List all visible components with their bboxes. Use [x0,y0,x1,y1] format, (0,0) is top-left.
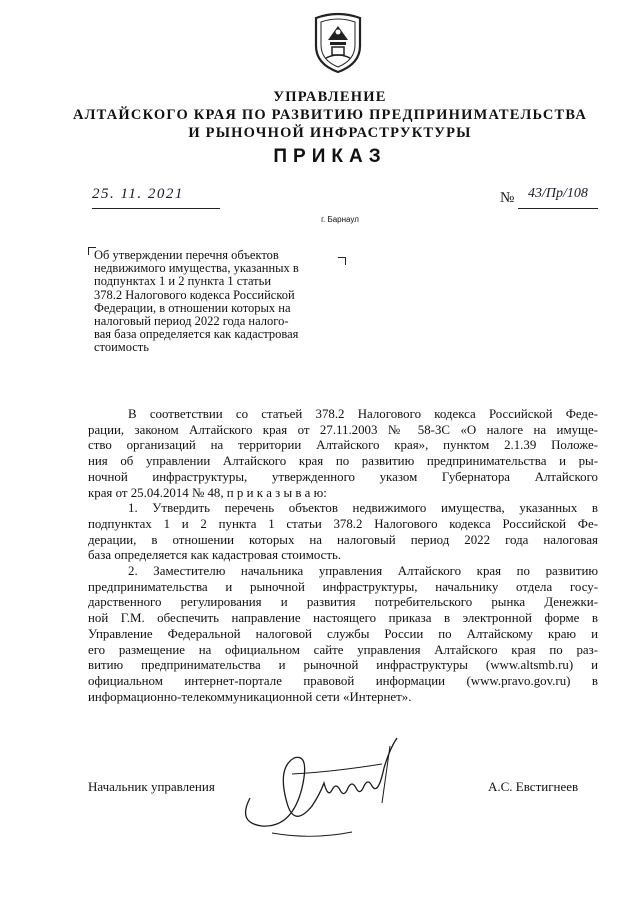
subject-line: Федерации, в отношении которых на [94,300,291,315]
body-line: рации, законом Алтайского края от 27.11.2003 № 58-ЗС «О налоге на имуще- [88,422,598,437]
body-line: витию предпринимательства и рыночной инфраструктуры (www.altsmb.ru) и [88,658,598,673]
signatory-name: А.С. Евстигнеев [488,779,579,794]
body-line: ночной инфраструктуры, утвержденного указом Губернатора Алтайского [88,469,598,484]
signatory-title: Начальник управления [88,779,215,794]
body-line: Управление Федеральной налоговой службы России по Алтайскому краю и [88,626,598,641]
subject-line: недвижимого имущества, указанных в [94,261,299,276]
body-line: ния об управлении Алтайского края по развитию предпринимательства и ры- [88,454,598,469]
subject-line: налоговый период 2022 года налого- [94,314,289,329]
subject-line: 378.2 Налогового кодекса Российской [94,287,295,302]
body-line: его размещение на официальном сайте управления Алтайского края по раз- [88,642,598,657]
body-line: информационно-телекоммуникационной сети «Интернет». [88,689,412,704]
city-label: г. Барнаул [321,215,359,224]
order-number: 43/Пр/108 [518,186,598,209]
body-line: официальном интернет-портале правовой информации (www.pravo.gov.ru) в [88,673,598,688]
number-sign: № [500,190,515,206]
body-line: 2. Заместителю начальника управления Алтайского края по развитию [128,564,598,579]
subject-line: стоимость [94,340,149,355]
subject-line: вая база определяется как кадастровая [94,327,299,342]
body-line: предпринимательства и рыночной инфраструктуры, начальнику отдела госу- [88,579,598,594]
body-line: края от 25.04.2014 № 48, п р и к а з ы в а ю: [88,485,327,500]
order-date: 25. 11. 2021 [92,186,220,209]
order-body [88,407,598,705]
body-line: подпунктах 1 и 2 пункта 1 статьи 378.2 Налогового кодекса Российской Фе- [88,516,598,531]
body-line: ство организаций на территории Алтайского края», пунктом 2.1.39 Положе- [88,438,598,453]
body-line: В соответствии со статьей 378.2 Налогового кодекса Российской Феде- [128,407,598,421]
body-line: 1. Утвердить перечень объектов недвижимого имущества, указанных в [128,501,598,516]
body-line: дарственного регулирования и развития потребительского рынка Денежки- [88,595,598,610]
body-line: ной Г.М. обеспечить направление настоящего приказа в электронной форме в [88,611,598,626]
coat-of-arms-emblem [312,10,364,74]
org-name-line2: АЛТАЙСКОГО КРАЯ ПО РАЗВИТИЮ ПРЕДПРИНИМАТЕЛЬСТВА [72,107,588,123]
org-name-line1: УПРАВЛЕНИЕ [273,89,387,105]
body-line: база определяется как кадастровая стоимость. [88,548,342,563]
subject-line: подпунктах 1 и 2 пункта 1 статьи [94,274,272,289]
order-subject [94,249,354,355]
handwritten-signature [232,728,422,843]
subject-line: Об утверждении перечня объектов [94,248,279,262]
org-name-line3: И РЫНОЧНОЙ ИНФРАСТРУКТУРЫ [188,125,472,141]
body-line: дерации, в отношении которых на налоговый период 2022 года налоговая [88,532,598,547]
document-type-title: ПРИКАЗ [273,146,387,167]
